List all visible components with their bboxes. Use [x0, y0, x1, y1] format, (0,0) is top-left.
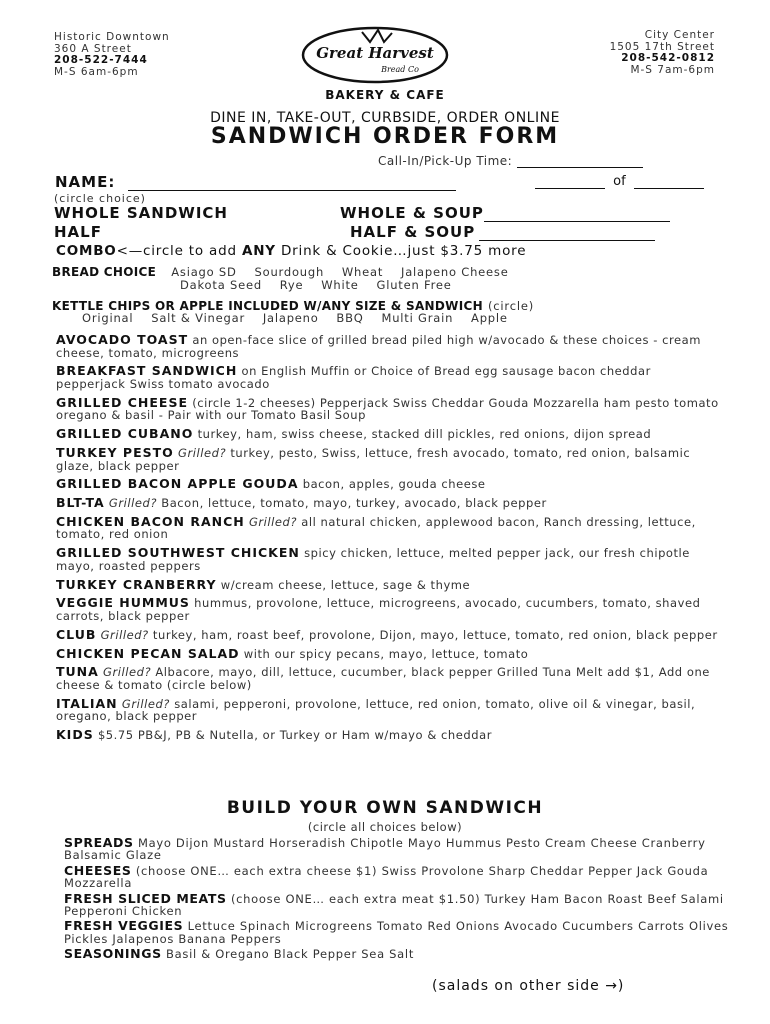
- build-section-desc: (choose ONE… each extra cheese $1) Swiss Provolone Sharp Cheddar Pepper Jack Gouda Mozzarella: [64, 863, 709, 891]
- chips-label: KETTLE CHIPS OR APPLE INCLUDED W/ANY SIZE & SANDWICH: [52, 299, 483, 313]
- right-location-name: City Center: [644, 29, 715, 41]
- combo-row[interactable]: [56, 243, 526, 259]
- menu-item[interactable]: [56, 729, 720, 742]
- menu-item-name: CHICKEN BACON RANCH: [56, 513, 245, 529]
- chips-suffix: (circle): [488, 299, 534, 313]
- menu-item[interactable]: [56, 444, 720, 473]
- build-section[interactable]: [64, 920, 744, 945]
- bread-options-row1[interactable]: Asiago SD Sourdough Wheat Jalapeno Cheese: [171, 265, 509, 279]
- build-section[interactable]: [64, 837, 744, 862]
- byo-subtitle: (circle all choices below): [307, 820, 463, 834]
- menu-item-desc: turkey, ham, roast beef, provolone, Dijon, mayo, lettuce, tomato, red onion, black pepper: [152, 627, 718, 642]
- menu-item-desc: Bacon, lettuce, tomato, mayo, turkey, avocado, black pepper: [161, 496, 547, 511]
- build-section[interactable]: [64, 862, 744, 891]
- menu-item-name: TURKEY CRANBERRY: [56, 576, 217, 592]
- order-number-field[interactable]: [535, 188, 605, 189]
- footer-note: (salads on other side →): [432, 978, 625, 994]
- menu-item-desc: spicy chicken, lettuce, melted pepper jack, our fresh chipotle mayo, roasted peppers: [56, 546, 690, 573]
- menu-item-grilled: Grilled?: [248, 514, 298, 529]
- bread-options-row2[interactable]: Dakota Seed Rye White Gluten Free: [180, 278, 452, 292]
- build-section[interactable]: [64, 890, 744, 919]
- menu-item[interactable]: [56, 626, 720, 642]
- menu-item-name: AVOCADO TOAST: [56, 332, 189, 347]
- left-location-street: 360 A Street: [54, 42, 132, 55]
- subtitle: DINE IN, TAKE-OUT, CURBSIDE, ORDER ONLINE: [210, 110, 560, 126]
- sandwich-menu: [56, 334, 720, 748]
- left-location-phone: 208-522-7444: [54, 54, 148, 66]
- logo-line2: Bread Co: [381, 65, 419, 74]
- build-section[interactable]: [64, 948, 744, 960]
- build-section-name: FRESH VEGGIES: [64, 918, 184, 934]
- menu-item-desc: w/cream cheese, lettuce, sage & thyme: [220, 577, 471, 592]
- menu-item[interactable]: [56, 497, 720, 510]
- build-section-name: CHEESES: [64, 862, 132, 878]
- menu-item-name: BREAKFAST SANDWICH: [56, 363, 238, 379]
- left-location-hours: M-S 6am-6pm: [54, 65, 139, 78]
- menu-item-desc: Albacore, mayo, dill, lettuce, cucumber, black pepper Grilled Tuna Melt add $1, Add one cheese & tomato (circle below): [56, 665, 710, 692]
- logo-line1: Great Harvest: [316, 44, 434, 62]
- menu-item-name: ITALIAN: [56, 695, 118, 711]
- menu-item-desc: (circle 1-2 cheeses) Pepperjack Swiss Cheddar Gouda Mozzarella ham pesto tomato oregano & basil - Pair with our Tomato Basil Soup: [56, 395, 719, 423]
- menu-item-name: TUNA: [56, 664, 99, 680]
- build-section-desc: Lettuce Spinach Microgreens Tomato Red Onions Avocado Cucumbers Carrots Olives Pickles Jalapenos Banana Peppers: [64, 919, 729, 946]
- order-total-field[interactable]: [634, 188, 704, 189]
- menu-item-desc: turkey, pesto, Swiss, lettuce, fresh avocado, tomato, red onion, balsamic glaze, black pepper: [56, 445, 691, 473]
- pickup-label: Call-In/Pick-Up Time:: [378, 154, 513, 168]
- menu-item-desc: on English Muffin or Choice of Bread egg sausage bacon cheddar pepperjack Swiss tomato avocado: [56, 364, 651, 391]
- option-half-soup[interactable]: [350, 223, 655, 241]
- build-section-desc: Basil & Oregano Black Pepper Sea Salt: [166, 947, 415, 962]
- menu-item[interactable]: [56, 645, 720, 661]
- menu-item[interactable]: [56, 478, 720, 491]
- chips-options[interactable]: Original Salt & Vinegar Jalapeno BBQ Multi Grain Apple: [82, 311, 508, 325]
- of-row: [535, 174, 704, 189]
- menu-item-name: BLT-TA: [56, 495, 105, 511]
- menu-item[interactable]: [56, 334, 720, 359]
- right-location-phone: 208-542-0812: [621, 52, 715, 64]
- option-half[interactable]: HALF: [54, 223, 102, 241]
- menu-item[interactable]: [56, 576, 720, 592]
- build-section-name: FRESH SLICED MEATS: [64, 890, 227, 906]
- half-soup-line: [479, 240, 655, 241]
- right-location-hours: M-S 7am-6pm: [630, 63, 715, 76]
- menu-item[interactable]: [56, 597, 720, 622]
- menu-item-name: GRILLED BACON APPLE GOUDA: [56, 476, 299, 492]
- right-location: [610, 30, 715, 76]
- menu-item-desc: an open-face slice of grilled bread piled high w/avocado & these choices - cream cheese, tomato, microgreens: [56, 333, 702, 360]
- combo-any: ANY: [241, 243, 276, 259]
- name-row: [55, 173, 456, 191]
- build-section-name: SEASONINGS: [64, 946, 162, 962]
- bakery-cafe: BAKERY & CAFE: [325, 88, 445, 102]
- page-title: SANDWICH ORDER FORM: [210, 124, 560, 149]
- left-location: [54, 32, 170, 78]
- menu-item[interactable]: [56, 365, 720, 390]
- menu-item-desc: $5.75 PB&J, PB & Nutella, or Turkey or Ham w/mayo & cheddar: [97, 728, 492, 743]
- menu-item-name: GRILLED CHEESE: [56, 394, 188, 410]
- menu-item-desc: with our spicy pecans, mayo, lettuce, tomato: [243, 646, 529, 661]
- menu-item-name: TURKEY PESTO: [56, 444, 174, 460]
- build-section-desc: (choose ONE… each extra meat $1.50) Turkey Ham Bacon Roast Beef Salami Pepperoni Chicken: [64, 891, 724, 919]
- option-whole-sandwich[interactable]: WHOLE SANDWICH: [54, 204, 228, 222]
- byo-title: BUILD YOUR OWN SANDWICH: [226, 798, 544, 818]
- menu-item[interactable]: [56, 547, 720, 572]
- build-section-name: SPREADS: [64, 835, 134, 850]
- circle-choice-note: (circle choice): [54, 192, 146, 205]
- menu-item-desc: turkey, ham, swiss cheese, stacked dill pickles, red onions, dijon spread: [197, 427, 652, 442]
- menu-item-grilled: Grilled?: [108, 496, 158, 511]
- menu-item-desc: all natural chicken, applewood bacon, Ranch dressing, lettuce, tomato, red onion: [56, 514, 696, 542]
- combo-label: COMBO: [56, 243, 117, 259]
- right-location-street: 1505 17th Street: [609, 40, 715, 53]
- build-section-desc: Mayo Dijon Mustard Horseradish Chipotle Mayo Hummus Pesto Cream Cheese Cranberry Balsamic Glaze: [64, 836, 706, 863]
- menu-item[interactable]: [56, 695, 720, 724]
- option-whole-soup[interactable]: [340, 204, 670, 222]
- whole-soup-label: WHOLE & SOUP: [340, 204, 484, 222]
- whole-soup-line: [484, 221, 670, 222]
- pickup-time-field[interactable]: [517, 167, 643, 168]
- menu-item-grilled: Grilled?: [103, 665, 152, 680]
- menu-item-name: GRILLED CUBANO: [56, 426, 194, 442]
- menu-item[interactable]: [56, 428, 720, 441]
- menu-item[interactable]: [56, 513, 720, 542]
- great-harvest-logo: [300, 24, 450, 84]
- bread-label: BREAD CHOICE: [52, 265, 157, 279]
- menu-item-grilled: Grilled?: [100, 627, 149, 642]
- combo-text2: Drink & Cookie…just $3.75 more: [275, 243, 527, 259]
- build-your-own: [64, 837, 744, 964]
- menu-item-grilled: Grilled?: [178, 445, 227, 460]
- menu-item[interactable]: [56, 394, 720, 423]
- menu-item-desc: salami, pepperoni, provolone, lettuce, red onion, tomato, olive oil & vinegar, basil, oregano, black pepper: [56, 696, 696, 724]
- menu-item-grilled: Grilled?: [121, 696, 170, 711]
- left-location-name: Historic Downtown: [54, 31, 170, 43]
- half-soup-label: HALF & SOUP: [350, 223, 476, 241]
- menu-item-name: CLUB: [56, 626, 97, 642]
- menu-item-name: GRILLED SOUTHWEST CHICKEN: [56, 545, 300, 561]
- menu-item-name: VEGGIE HUMMUS: [56, 595, 190, 611]
- menu-item[interactable]: [56, 666, 720, 691]
- pickup-time: [378, 154, 643, 168]
- menu-item-desc: bacon, apples, gouda cheese: [302, 477, 486, 492]
- of-label: of: [613, 174, 626, 189]
- menu-item-name: KIDS: [56, 727, 94, 743]
- menu-item-name: CHICKEN PECAN SALAD: [56, 645, 240, 661]
- combo-text1: <—circle to add: [116, 243, 242, 259]
- menu-item-desc: hummus, provolone, lettuce, microgreens, avocado, cucumbers, tomato, shaved carrots, black pepper: [56, 596, 701, 623]
- name-label: NAME:: [55, 173, 116, 191]
- name-field[interactable]: [128, 190, 456, 191]
